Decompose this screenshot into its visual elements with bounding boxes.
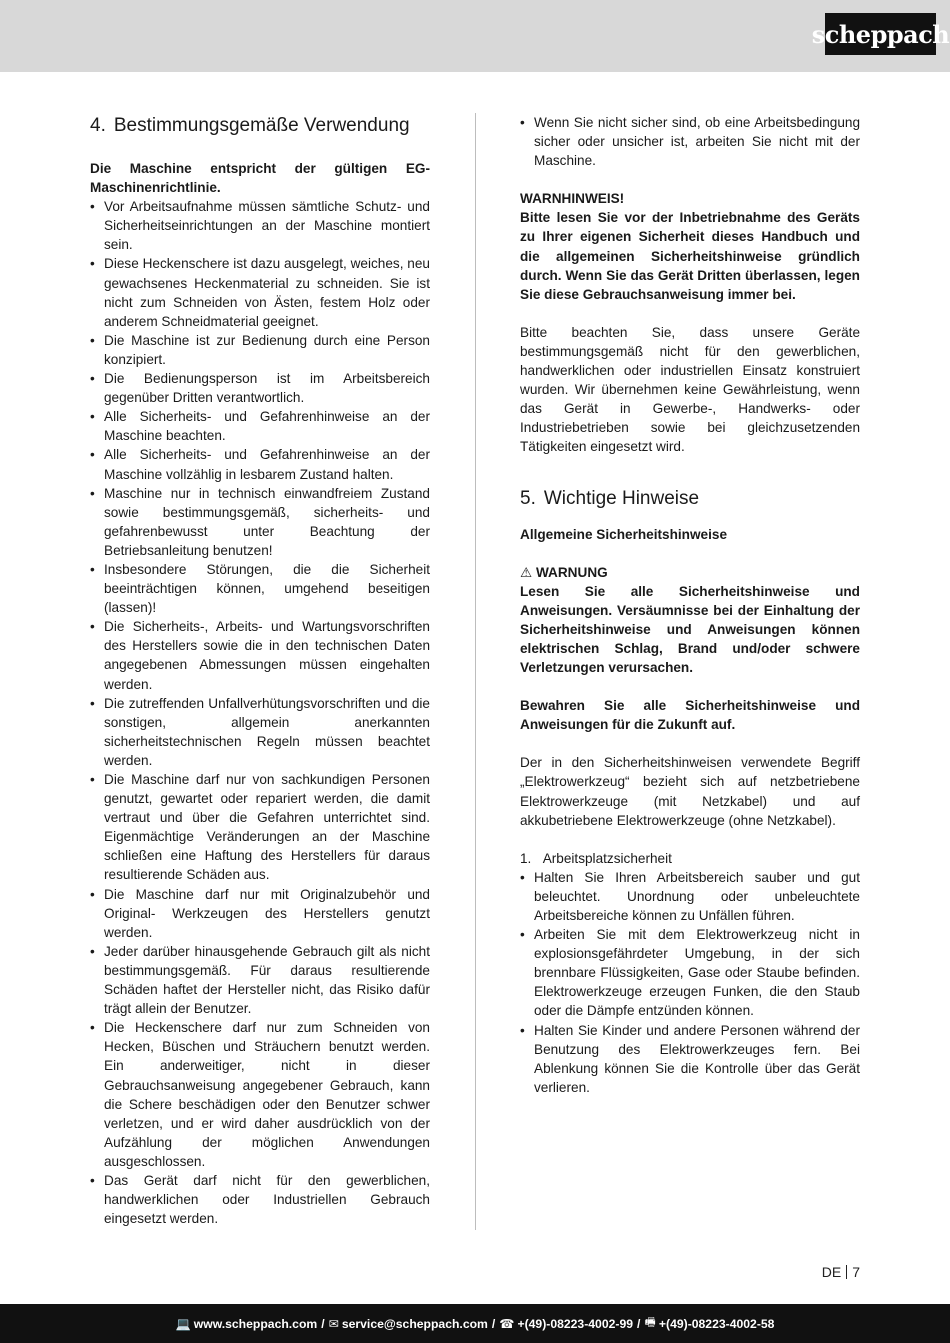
list-item: • Arbeiten Sie mit dem Elektrowerkzeug nicht in explosionsgefährdeter Umgebung, in der sich brennbare Flüssigkeiten, Gase oder Staube befinden. Elektrowerkzeuge erzeugen Funken, die den Staub oder die Dämpfe entzünden können. xyxy=(520,925,860,1020)
column-divider xyxy=(475,113,476,1230)
list-item: • Diese Heckenschere ist dazu ausgelegt, weiches, neu gewachsenes Heckenmaterial zu schneiden. Sie ist nicht zum Schneiden von Ästen, festem Holz oder anderem Schneidmaterial geeignet. xyxy=(90,254,430,330)
section-title: Bestimmungsgemäße Verwendung xyxy=(113,115,410,136)
intro-text: Die Maschine entspricht der gültigen EG-Maschinenrichtlinie. xyxy=(90,161,430,196)
list-item: • Die Maschine darf nur von sachkundigen Personen genutzt, gewartet oder repariert werden, die damit vertraut und über die Gefahren unterrichtet sind. Eigenmächtige Veränderungen an der Maschine schließen eine Haftung des Herstellers für daraus resultierende Schäden aus. xyxy=(90,770,430,885)
warning-label: ⚠ WARNUNG xyxy=(520,564,608,580)
section-5-heading xyxy=(520,486,860,512)
email-link[interactable]: service@scheppach.com xyxy=(341,1316,488,1331)
keep-instructions-text: Bewahren Sie alle Sicherheitshinweise und Anweisungen für die Zukunft auf. xyxy=(520,698,860,733)
footer-contact-bar: 💻 www.scheppach.com / ✉ service@scheppach.com / ☎ +(49)-08223-4002-99 / 🖷 +(49)-08223-4002-58 xyxy=(0,1304,950,1343)
computer-icon: 💻 xyxy=(175,1316,191,1331)
workplace-safety-list xyxy=(520,868,860,1097)
list-item: • Halten Sie Ihren Arbeitsbereich sauber und gut beleuchtet. Unordnung oder unbeleuchtete Arbeitsbereiche können zu Unfällen führen. xyxy=(520,868,860,925)
list-item: • Die Bedienungsperson ist im Arbeitsbereich gegenüber Dritten verantwortlich. xyxy=(90,369,430,407)
usage-list xyxy=(90,197,430,1228)
subheading: Allgemeine Sicherheitshinweise xyxy=(520,526,727,542)
fax-number: +(49)-08223-4002-58 xyxy=(658,1316,775,1331)
list-item: • Die Heckenschere darf nur zum Schneiden von Hecken, Büschen und Sträuchern benutzt werden. Ein anderweitiger, nicht in dieser Gebrauchsanweisung angegebener Gebrauch, kann die Schere beschädigen oder den Benutzer schwer verletzen, und er wird daher ausdrücklich von der Aufzählung der möglichen Anwendungen ausgeschlossen. xyxy=(90,1018,430,1171)
numbered-heading: 1. Arbeitsplatzsicherheit xyxy=(520,850,672,866)
section-number: 5. xyxy=(520,487,536,509)
fax-icon: 🖷 xyxy=(644,1315,656,1329)
section-4-heading xyxy=(90,113,430,139)
phone-number: +(49)-08223-4002-99 xyxy=(517,1316,633,1331)
warning-text: Lesen Sie alle Sicherheitshinweise und Anweisungen. Versäumnisse bei der Einhaltung der Sicherheitshinweise und Anweisungen können elektrischen Schlag, Brand und/oder schwere Verletzungen verursachen. xyxy=(520,583,860,676)
warnhinweis-text: Bitte lesen Sie vor der Inbetriebnahme des Geräts zu Ihrer eigenen Sicherheit dieses Handbuch und die allgemeinen Sicherheitshinweise gründlich durch. Wenn Sie das Gerät Dritten überlassen, legen Sie diese Gebrauchsanweisung immer bei. xyxy=(520,210,860,302)
list-item: • Wenn Sie nicht sicher sind, ob eine Arbeitsbedingung sicher oder unsicher ist, arbeiten Sie nicht mit der Maschine. xyxy=(520,113,860,170)
list-item: • Insbesondere Störungen, die die Sicherheit beeinträchtigen können, umgehend beseitigen (lassen)! xyxy=(90,560,430,617)
mail-icon: ✉ xyxy=(328,1316,339,1331)
list-item: • Alle Sicherheits- und Gefahrenhinweise an der Maschine vollzählig in lesbarem Zustand halten. xyxy=(90,445,430,483)
list-item: • Vor Arbeitsaufnahme müssen sämtliche Schutz- und Sicherheitseinrichtungen an der Maschine montiert sein. xyxy=(90,197,430,254)
top-list xyxy=(520,113,860,170)
list-item: • Die Sicherheits-, Arbeits- und Wartungsvorschriften des Herstellers sowie die in den technischen Daten angegebenen Abmessungen müssen eingehalten werden. xyxy=(90,617,430,693)
list-item: • Halten Sie Kinder und andere Personen während der Benutzung des Elektrowerkzeuges fern. Bei Ablenkung können Sie die Kontrolle über das Gerät verlieren. xyxy=(520,1021,860,1097)
warnhinweis-title: WARNHINWEIS! xyxy=(520,191,625,207)
left-column xyxy=(90,113,430,1228)
scheppach-logo: scheppach xyxy=(825,13,936,55)
section-title: Wichtige Hinweise xyxy=(543,487,700,509)
list-item: • Die Maschine darf nur mit Originalzubehör und Original- Werkzeugen des Herstellers genutzt werden. xyxy=(90,885,430,942)
right-column xyxy=(520,113,860,1097)
list-item: • Alle Sicherheits- und Gefahrenhinweise an der Maschine beachten. xyxy=(90,407,430,445)
list-item: • Die Maschine ist zur Bedienung durch eine Person konzipiert. xyxy=(90,331,430,369)
list-item: • Das Gerät darf nicht für den gewerblichen, handwerklichen oder Industriellen Gebrauch eingesetzt werden. xyxy=(90,1171,430,1228)
warning-triangle-icon: ⚠ xyxy=(520,564,533,580)
phone-icon: ☎ xyxy=(499,1316,515,1331)
usage-note: Bitte beachten Sie, dass unsere Geräte bestimmungsgemäß nicht für den gewerblichen, handwerklichen oder industriellen Einsatz konstruiert wurden. Wir übernehmen keine Gewährleistung, wenn das Gerät in Gewerbe-, Handwerks- oder Industriebetrieben sowie bei gleichzusetzenden Tätigkeiten eingesetzt wird. xyxy=(520,324,860,455)
page-number: DE 7 xyxy=(821,1264,860,1280)
term-definition: Der in den Sicherheitshinweisen verwendete Begriff „Elektrowerkzeug“ bezieht sich auf netzbetriebene Elektrowerkzeuge (mit Netzkabel) und auf akkubetriebene Elektrowerkzeuge (ohne Netzkabel). xyxy=(520,755,860,828)
list-item: • Die zutreffenden Unfallverhütungsvorschriften und die sonstigen, allgemein anerkannten sicherheitstechnischen Regeln müssen beachtet werden. xyxy=(90,694,430,770)
website-link[interactable]: www.scheppach.com xyxy=(193,1316,318,1331)
list-item: • Jeder darüber hinausgehende Gebrauch gilt als nicht bestimmungsgemäß. Für daraus resultierende Schäden haftet der Hersteller nicht, das Risiko dafür trägt allein der Benutzer. xyxy=(90,942,430,1018)
header-band xyxy=(0,0,950,72)
list-item: • Maschine nur in technisch einwandfreiem Zustand sowie bestimmungsgemäß, sicherheits- und gefahrenbewusst unter Beachtung der Betriebsanleitung benutzen! xyxy=(90,484,430,560)
section-number: 4. xyxy=(90,115,106,136)
